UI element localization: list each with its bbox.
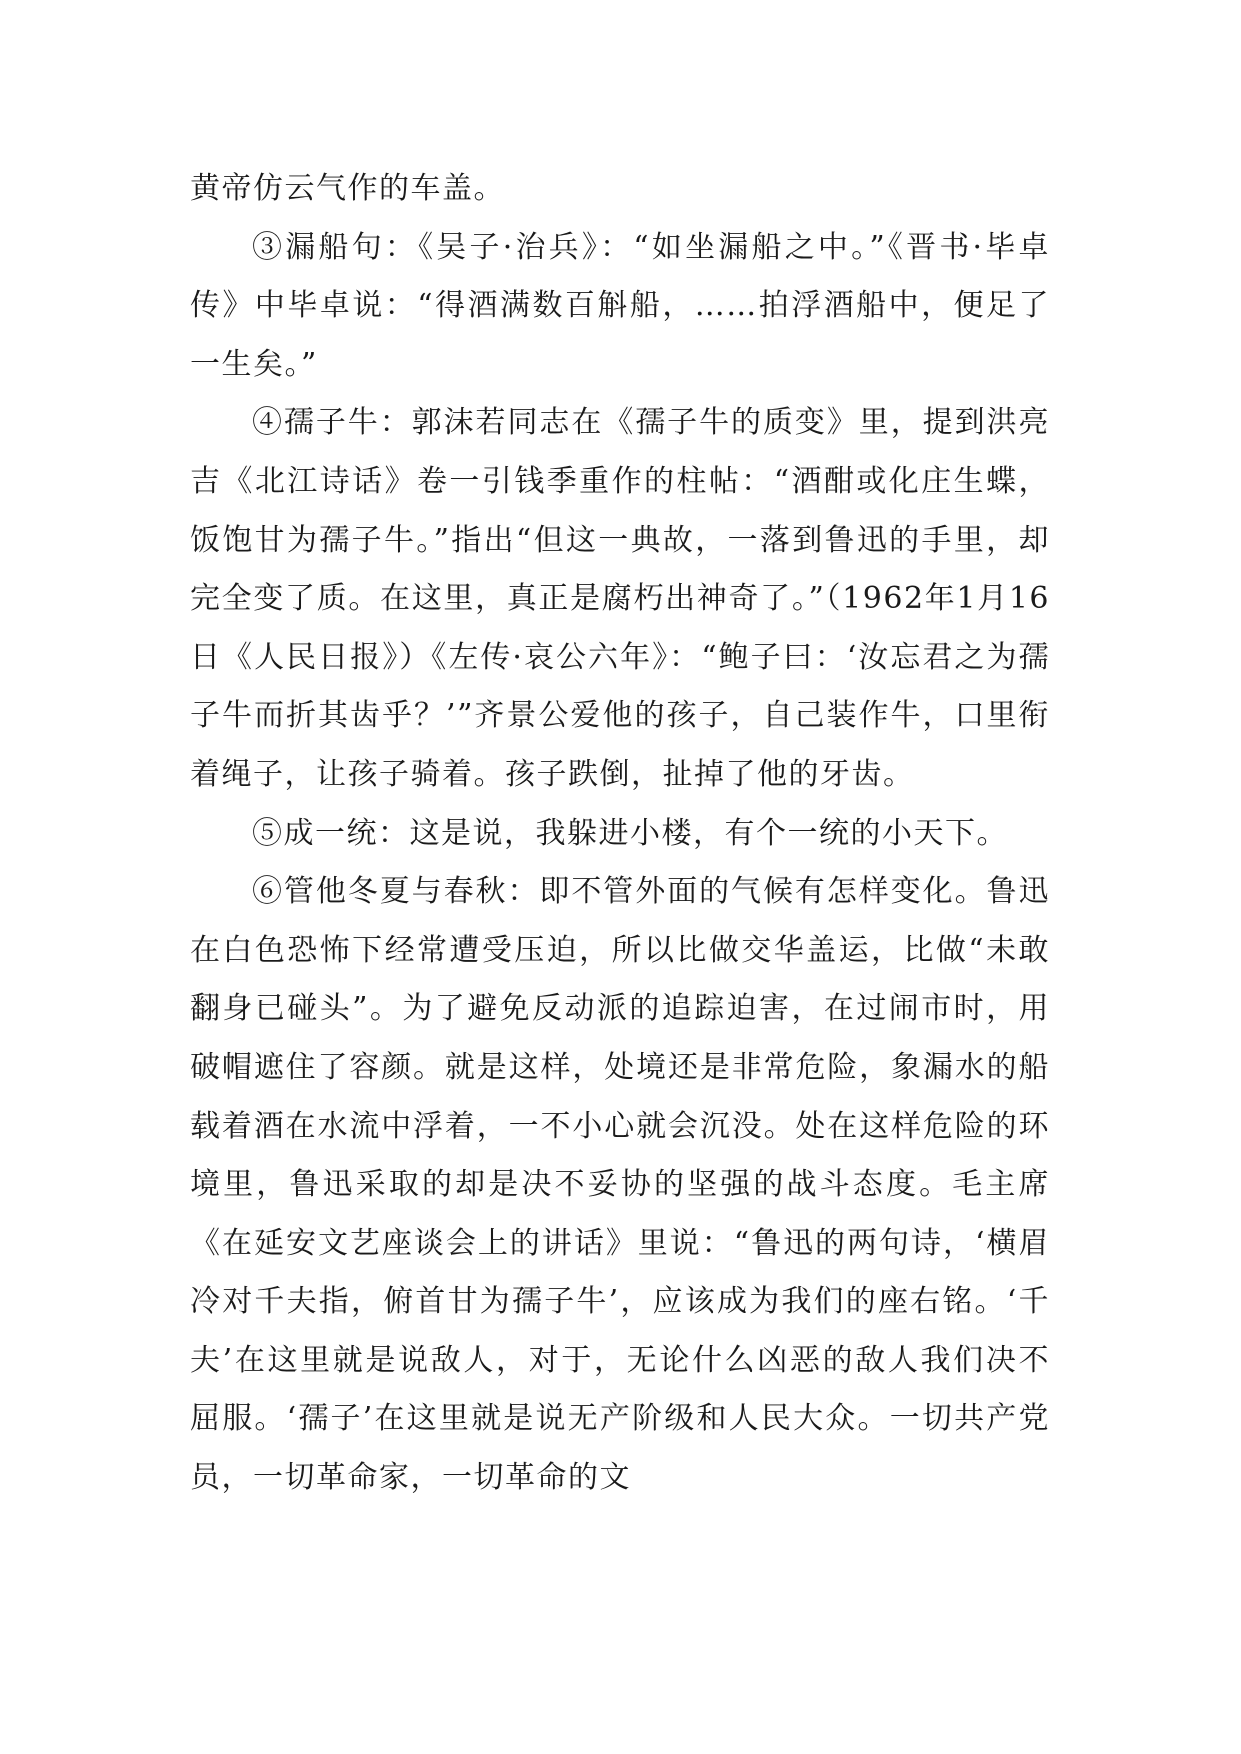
paragraph-note-6: ⑥管他冬夏与春秋：即不管外面的气候有怎样变化。鲁迅在白色恐怖下经常遭受压迫，所以比做交华盖运，比做“未敢翻身已碰头”。为了避免反动派的追踪迫害，在过闹市时，用破帽遮住了容颜。就是这样，处境还是非常危险，象漏水的船载着酒在水流中浮着，一不小心就会沉没。处在这样危险的环境里，鲁迅采取的却是决不妥协的坚强的战斗态度。毛主席《在延安文艺座谈会上的讲话》里说：“鲁迅的两句诗，‘横眉冷对千夫指，俯首甘为孺子牛’，应该成为我们的座右铭。‘千夫’在这里就是说敌人，对于，无论什么凶恶的敌人我们决不屈服。‘孺子’在这里就是说无产阶级和人民大众。一切共产党员，一切革命家，一切革命的文 (190, 874, 1050, 1496)
paragraph-note-3: ③漏船句：《吴子·治兵》：“如坐漏船之中。”《晋书·毕卓传》中毕卓说：“得酒满数百斛船，……拍浮酒船中，便足了一生矣。” (190, 229, 1050, 382)
paragraph-note-5: ⑤成一统：这是说，我躲进小楼，有个一统的小天下。 (252, 815, 1008, 851)
paragraph-note-4: ④孺子牛：郭沫若同志在《孺子牛的质变》里，提到洪亮吉《北江诗话》卷一引钱季重作的柱帖：“酒酣或化庄生蝶，饭饱甘为孺子牛。”指出“但这一典故，一落到鲁迅的手里，却完全变了质。在这里，真正是腐朽出神奇了。”（1962年1月16日《人民日报》）《左传·哀公六年》：“鲍子曰：‘汝忘君之为孺子牛而折其齿乎？’”齐景公爱他的孩子，自己装作牛，口里衔着绳子，让孩子骑着。孩子跌倒，扯掉了他的牙齿。 (190, 405, 1050, 792)
document-body (190, 160, 1050, 1508)
paragraph-continuation: 黄帝仿云气作的车盖。 (190, 171, 505, 206)
